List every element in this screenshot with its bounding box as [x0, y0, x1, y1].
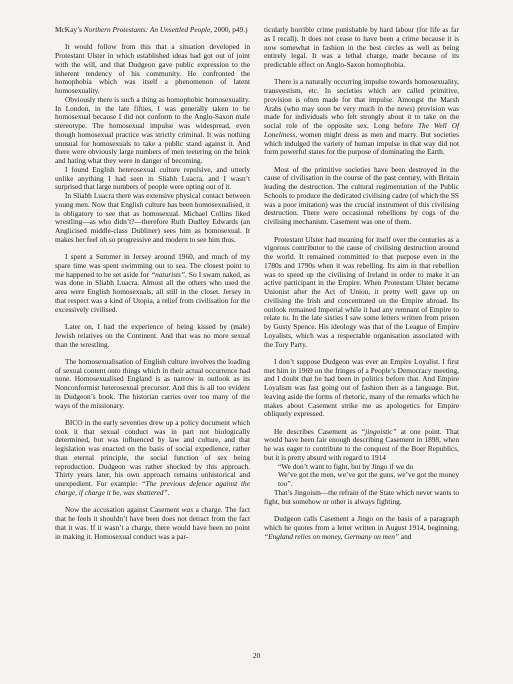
paragraph-r2: There is a naturally occurring impulse towards homosexuality, transvestism, etc. In societies which are called primitive, provision is often made for that impulse. Amongst the Marsh Arabs (who may soon be very much in the news) provision was made for individuals who felt strongly about it to take on the social role of the opposite sex. Long before The Well Of Loneliness, women might dress as men and marry. But societies which indulged the variety of human impulse in that way did not form powerful states for the purpose of dominating the Earth.: [264, 77, 459, 157]
paragraph-l9: BICO in the early seventies drew up a policy document which took it that sexual conduct was in part not biologically determined, but was influenced by law and culture, and that legislation was enacted on the basis of social expedience, rather than eternal principle, the social function of sex being reproduction. Dudgeon was rather shocked by this approach. Thirty years later, his own approach remains unhistorical and unexpedient. For example: “The previous defence against the charge, if charge it be, was shattered”.: [55, 417, 250, 497]
paragraph-r6: He describes Casement as “jingoistic” at one point. That would have been fair enough describing Casement in 1898, when he was eager to contribute to the conquest of the Boer Republics, but it is pretty absurd with regard to 1914: [264, 426, 459, 462]
page-number: 20: [252, 651, 261, 660]
paragraph-l1: McKay’s Northern Protestants: An Unsettled People, 2000, p49.): [55, 25, 248, 34]
paragraph-l2: It would follow from this that a situation developed in Protestant Ulster in which established ideas had got out of joint with the will, and that Dudgeon gave public expression to the inherent tendency of his community. He confronted the homophobia which was itself a phenomenon of latent homosexuality.: [55, 42, 250, 96]
paragraph-l6: I spent a Summer in Jersey around 1960, and much of my spare time was spent swimming out to sea. The closest point to me happened to be set aside for “naturists”. So I swam naked, as was done in Sliabh Luacra. Almost all the others who used the area were English homosexuals, all still in the closet. Jersey in that respect was a kind of Utopia, a relief from civilisation for the excessively civilised.: [55, 252, 250, 314]
paragraph-l8: The homosexualisation of English culture involves the loading of sexual content onto things which in their actual occurrence had none. Homosexualised England is as narrow in outlook as its Nonconformist heterosexual precursor. And this is all too evident in Dudgeon’s book. The historian carries over too many of the ways of the missionary.: [55, 356, 250, 410]
left-column: [55, 26, 250, 541]
paragraph-l10: Now the accusation against Casement was a charge. The fact that he feels it shouldn’t have been does not detract from the fact that it was. If it wasn’t a charge, there would have been no point in making it. Homosexual conduct was a par-: [55, 505, 250, 541]
paragraph-r10: Dudgeon calls Casement a Jingo on the basis of a paragraph which he quotes from a letter written in August 1914, beginning, “England relies on money, Germany on men” and: [264, 514, 459, 541]
paragraph-l5: In Sliabh Luacra there was extensive physical contact between young men. Now that English culture has been homosexualised, it is obligatory to see that as homosexual. Michael Collins liked wrestling—as who didn’t?—therefore Ruth Dudley Edwards (an Anglicised middle-class Dubliner) sees him as homosexual. It makes her feel oh so progressive and modern to see him thus.: [55, 191, 250, 244]
paragraph-r4: Protestant Ulster had meaning for itself over the centuries as a vigorous contributor to the cause of civilising destruction around the world. It remained committed to that purpose even in the 1780s and 1790s when it was rebelling. Its aim in that rebellion was to speed up the civilising of Ireland in order to make it an active participant in the Empire. When Protestant Ulster became Unionist after the Act of Union, it pretty well gave up on civilising the Irish and concentrated on the Empire abroad. Its outlook remained Imperial while it had any remnant of Empire to relate to. In the late sixties I saw some letters written from prison by Gusty Spence. His ideology was that of the League of Empire Loyalists, which was a respectable organisation associated with the Tory Party.: [264, 234, 459, 349]
paragraph-l4: I found English heterosexual culture repulsive, and utterly unlike anything I had seen in Sliabh Luacra, and I wasn’t surprised that large numbers of people were opting out of it.: [55, 164, 250, 192]
paragraph-r3: Most of the primitive societies have been destroyed in the cause of civilisation in the course of the past century, with Britain leading the destruction. The cultural regimentation of the Public Schools to produce the dedicated civilising cadre (of which the SS was a poor imitation) was the crucial instrument of this civilising destruction. There were occasional rebellions by cogs of the civilising mechanism. Casement was one of them.: [264, 164, 459, 227]
paragraph-r9: That’s Jingoism—the refrain of the State which never wants to fight, but somehow or other is always fighting.: [264, 487, 459, 506]
paragraph-r1: ticularly horrible crime punishable by hard labour (for life as far as I recall). It does not cease to have been a crime because it is now somewhat in fashion in the best circles as well as being entirely legal. It was a lethal charge, made because of its predictable effect on Anglo-Saxon homophobia.: [264, 25, 459, 69]
paragraph-r5: I don’t suppose Dudgeon was ever an Empire Loyalist. I first met him in 1969 on the fringes of a People’s Democracy meeting, and I doubt that he had been in politics before that. And Empire Loyalism was fast going out of fashion then as a language. But, leaving aside the forms of rhetoric, many of the remarks which he makes about Casement strike me as apologetics for Empire obliquely expressed.: [264, 356, 459, 419]
paragraph-l7: Later on, I had the experience of being kissed by (male) Jewish relatives on the Continent. And that was no more sexual than the wrestling.: [55, 322, 250, 349]
right-column: [264, 26, 459, 541]
paragraph-l3: Obviously there is such a thing as homophobic homosexuality. In London, in the late fifties, I was generally taken to be homosexual because I did not conform to the Anglo-Saxon male stereotype. The homosexual impulse was widespread, even though homosexual practice was strictly criminal. It was nothing unusual for homosexuals to take a public stand against it. And there were obviously large numbers of men teetering on the brink and hating what they were in danger of becoming.: [55, 94, 250, 166]
quote-line-1: “We don’t want to fight, but by Jingo if we do: [278, 461, 414, 471]
quote-line-2: We’ve got the men, we’ve got the guns, we’ve got the money too”.: [278, 470, 459, 489]
